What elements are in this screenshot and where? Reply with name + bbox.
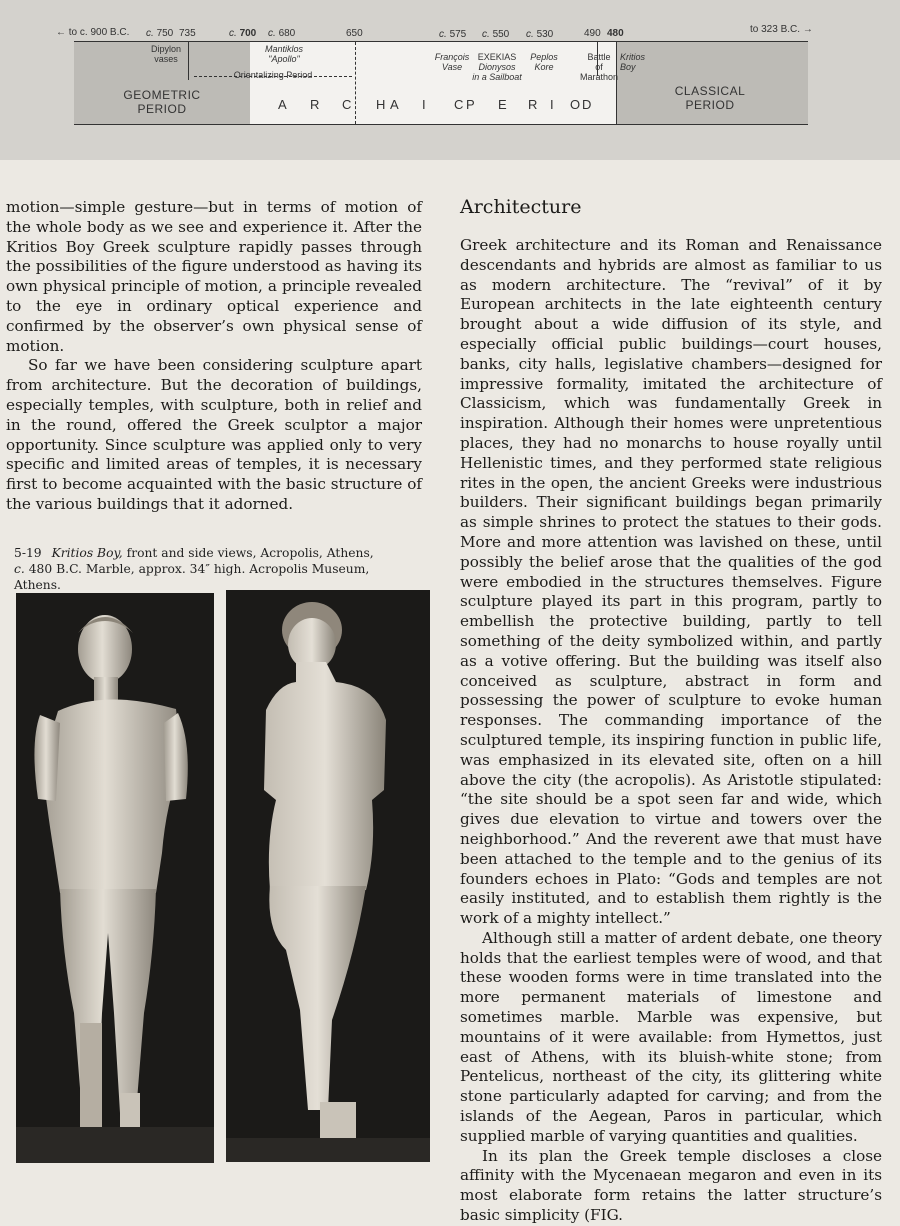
tick-735 [188,42,189,68]
event-mantiklos-apollo: Mantiklos "Apollo" [264,44,303,64]
event-peplos-kore: Peplos Kore [530,52,558,72]
date-530: c. 530 [526,29,554,40]
left-arrow-icon: ← [56,27,66,38]
caption-circa: c. [14,562,25,576]
statue-front-view-icon [16,593,214,1163]
right-paragraph-1: Greek architecture and its Roman and Renaissance descendants and hybrids are almost as familiar to us as modern architecture. The “revival” of it by European architects in the late eighteenth century brought about a wide diffusion of its style, and especially official public buildings—court houses, banks, city halls, legislative chambers—designed for impressive formality, imitated the architecture of Classicism, which was fundamentally Greek in inspiration. Although their homes were unpretentious places, they had no monarchs to house royally until Hellenistic times, and they performed state religious rites in the open, the ancient Greeks were industrious builders. Their significant buildings began primarily as simple shrines to protect the statues to their gods. More and more attention was lavished on these, until possibly the belief arose that the qualities of the god were embodied in the structures themselves. Figure sculpture played its part in this program, partly to embellish the protective building, partly to tell something of the deity symbolized within, and partly as a votive offering. But the building was itself also conceived as sculpture, abstract in form and possessing the power of sculpture to evoke human responses. The commanding importance of the sculptured temple, its inspiring function in public life, was emphasized in its elevated site, often on a hill above the city (the acropolis). As Aristotle stipulated: “the site should be a spot seen far and wide, which gives due elevation to virtue and towers over the neighborhood.” And the reverent awe that must have been attached to the temple and to the genius of its founders echoes in Plato: “Gods and temples are not easily instituted, and to establish them rightly is the work of a mighty intellect.” [460,236,882,928]
event-battle-of-marathon: Battle of Marathon [579,52,619,82]
left-arrow-label: ← to c. 900 B.C. [56,27,130,38]
section-heading-architecture: Architecture [460,196,582,218]
kritios-boy-side-photo [226,590,430,1162]
date-480: 480 [607,28,624,39]
date-750: c. 750 [146,28,174,39]
event-kritios-boy: Kritios Boy [620,52,646,72]
date-680: c. 680 [268,28,296,39]
event-orientalizing-period: Orientalizing Period [233,70,313,80]
figure-number: 5-19 [14,546,42,560]
right-text-column [460,236,882,1226]
right-arrow-icon: → [802,24,813,35]
caption-text-2: Marble, approx. 34″ high. Acropolis Museum, Athens. [14,562,370,592]
tick-orientalizing-start [188,66,189,80]
right-paragraph-2: Although still a matter of ardent debate, one theory holds that the earliest temples were of wood, and that these wooden forms were in time translated into the more permanent materials of limestone and sometimes marble. Marble was expensive, but mountains of it were available: from Hymettos, just east of Athens, with its bluish-white stone; from Pentelicus, northeast of the city, its glittering white stone particularly adapted for carving; and from the islands of the Aegean, Paros in particular, which supplied marble of varying quantities and qualities. [460,928,882,1145]
classical-period-label: CLASSICAL PERIOD [674,84,746,112]
statue-side-view-icon [226,590,430,1162]
timeline-top-rule [74,41,808,42]
right-arrow-label: to 323 B.C. → [750,24,813,35]
date-650: 650 [346,28,363,39]
date-550: c. 550 [482,29,510,40]
right-paragraph-3: In its plan the Greek temple discloses a close affinity with the Mycenaean megaron and even in its most elaborate form retains the latter structure’s basic simplicity (FIG. [460,1146,882,1225]
event-dipylon-vases: Dipylon vases [150,44,181,64]
date-490: 490 [584,28,601,39]
left-text-column [6,198,422,515]
kritios-boy-front-photo [16,593,214,1163]
date-735: 735 [179,28,196,39]
tick-650-dashed [355,42,356,124]
geometric-period-label: GEOMETRIC PERIOD [123,88,201,116]
left-paragraph-2: So far we have been considering sculpture apart from architecture. But the decoration of buildings, especially temples, with sculpture, both in relief and in the round, offered the Greek sculptor a major opportunity. Since sculpture was applied only to very specific and limited areas of temples, it is necessary first to become acquainted with the basic structure of the various buildings that it adorned. [6,356,422,513]
left-paragraph-1: motion—simple gesture—but in terms of motion of the whole body as we see and experience it. After the Kritios Boy Greek sculpture rapidly passes through the possibilities of the figure understood as having its own physical principle of motion, a principle revealed to the eye in ordinary optical experience and confirmed by the observer’s own physical sense of motion. [6,198,422,355]
caption-era: B.C. [56,562,82,576]
figure-caption [14,545,414,593]
figure-title: Kritios Boy, [51,546,123,560]
date-575: c. 575 [439,29,467,40]
caption-text-1: front and side views, Acropolis, Athens, [126,546,374,560]
caption-year: 480 [28,562,53,576]
timeline-bottom-rule [74,124,808,125]
event-exekias-dionysos: EXEKIAS Dionysos in a Sailboat [472,52,522,82]
date-700: c. 700 [229,28,257,39]
chronology-timeline: ← to c. 900 B.C. to 323 B.C. → c. 750 735 c. 700 c. 680 650 c. 575 c. 550 c. 530 490 480 Dipylon vases Mantiklos "Apollo" Orientalizing Period François Vase EXEKIAS Dionysos in a Sailboat Peplos Kore Battle of Marathon Kritios Boy GEOMETRIC PERIOD A R C H A I C P E R I O D CLASSICAL PERIOD [0,0,900,160]
event-francois-vase: François Vase [434,52,470,72]
